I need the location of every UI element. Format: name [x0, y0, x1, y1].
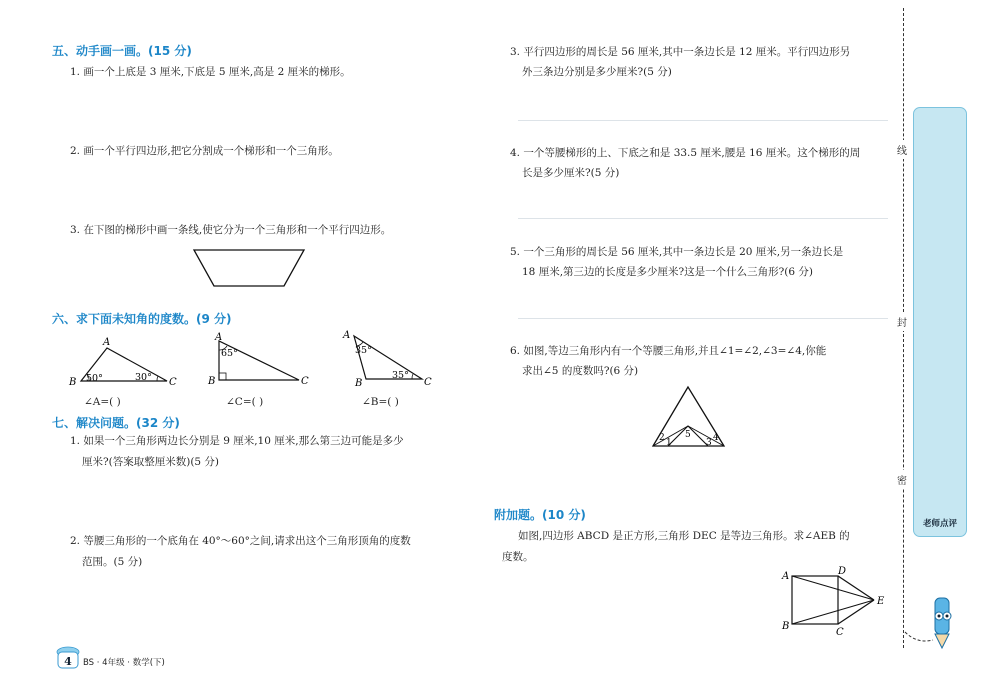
label-c: C	[169, 377, 177, 388]
sec5-question-3: 3. 在下图的梯形中画一条线,使它分为一个三角形和一个平行四边形。	[70, 224, 392, 236]
sec5-question-1: 1. 画一个上底是 3 厘米,下底是 5 厘米,高是 2 厘米的梯形。	[70, 66, 351, 78]
angle-1-label: 1	[666, 438, 672, 448]
angle-2-label: 2	[659, 433, 665, 443]
question-5-line-1: 5. 一个三角形的周长是 56 厘米,其中一条边长是 20 厘米,另一条边长是	[510, 246, 844, 258]
answer-rule	[518, 218, 888, 219]
trapezoid-shape	[194, 250, 304, 286]
triangle-1-figure	[65, 333, 185, 391]
label-b: B	[69, 377, 77, 388]
angle-a-label: 65°	[221, 348, 238, 359]
label-c: C	[836, 627, 844, 637]
label-a: A	[782, 571, 790, 582]
label-e: E	[877, 596, 885, 607]
section-6-title: 六、求下面未知角的度数。(9 分)	[52, 312, 232, 326]
angle-c-label: 30°	[135, 372, 152, 383]
triangle-2-figure	[205, 330, 315, 390]
label-c: C	[301, 376, 309, 387]
angle-b-label: 50°	[86, 373, 103, 384]
answer-rule	[518, 120, 888, 121]
question-6-line-1: 6. 如图,等边三角形内有一个等腰三角形,并且∠1=∠2,∠3=∠4,你能	[510, 345, 827, 357]
teacher-comment-panel	[913, 107, 967, 537]
label-b: B	[782, 621, 790, 632]
bonus-line-2: 度数。	[502, 551, 534, 563]
label-b: B	[208, 376, 216, 387]
answer-angle-b: ∠B=( )	[362, 396, 399, 408]
binding-mark-middle: 封	[897, 312, 907, 331]
bonus-line-1: 如图,四边形 ABCD 是正方形,三角形 DEC 是等边三角形。求∠AEB 的	[518, 530, 850, 542]
page-number-badge	[55, 646, 81, 670]
teacher-comment-label: 老师点评	[922, 519, 957, 529]
triangle-3-figure	[340, 328, 440, 388]
label-d: D	[838, 566, 847, 577]
pencil-mascot-icon	[903, 592, 963, 654]
sec7-question-2-line-2: 范围。(5 分)	[82, 556, 143, 568]
label-c: C	[424, 377, 432, 388]
triangle-2-shape	[219, 341, 299, 380]
sec7-question-1-line-1: 1. 如果一个三角形两边长分别是 9 厘米,10 厘米,那么第三边可能是多少	[70, 435, 404, 447]
question-3-line-2: 外三条边分别是多少厘米?(5 分)	[522, 66, 672, 78]
angle-4-label: 4	[713, 433, 719, 443]
label-a: A	[343, 330, 351, 341]
question-4-line-2: 长是多少厘米?(5 分)	[522, 167, 620, 179]
angle-a-label: 35°	[355, 345, 372, 356]
answer-angle-a: ∠A=( )	[84, 396, 121, 408]
answer-angle-c: ∠C=( )	[226, 396, 264, 408]
answer-rule	[518, 318, 888, 319]
angle-3-label: 3	[706, 438, 712, 448]
triangle-3-shape	[354, 336, 422, 379]
question-5-line-2: 18 厘米,第三边的长度是多少厘米?这是一个什么三角形?(6 分)	[522, 266, 814, 278]
trapezoid-figure	[190, 247, 310, 289]
question-3-line-1: 3. 平行四边形的周长是 56 厘米,其中一条边长是 12 厘米。平行四边形另	[510, 46, 851, 58]
section-7-title: 七、解决问题。(32 分)	[52, 416, 180, 430]
label-a: A	[215, 332, 223, 343]
question-4-line-1: 4. 一个等腰梯形的上、下底之和是 33.5 厘米,腰是 16 厘米。这个梯形的周	[510, 147, 861, 159]
page-number: 4	[64, 655, 72, 668]
label-a: A	[103, 337, 111, 348]
angle-c-label: 35°	[392, 370, 409, 381]
footer-text: BS · 4年级 · 数学(下)	[83, 658, 165, 668]
angle-5-label: 5	[685, 430, 691, 440]
binding-mark-bottom: 密	[897, 470, 907, 489]
bonus-figure	[778, 565, 890, 637]
question-6-line-2: 求出∠5 的度数吗?(6 分)	[522, 365, 639, 377]
label-b: B	[355, 378, 363, 388]
bonus-title: 附加题。(10 分)	[494, 508, 586, 522]
section-5-title: 五、动手画一画。(15 分)	[52, 44, 192, 58]
sec7-question-1-line-2: 厘米?(答案取整厘米数)(5 分)	[82, 456, 220, 468]
sec5-question-2: 2. 画一个平行四边形,把它分割成一个梯形和一个三角形。	[70, 145, 339, 157]
sec7-question-2-line-1: 2. 等腰三角形的一个底角在 40°～60°之间,请求出这个三角形顶角的度数	[70, 535, 411, 547]
question-6-figure	[650, 384, 730, 450]
binding-mark-top: 线	[897, 140, 907, 159]
